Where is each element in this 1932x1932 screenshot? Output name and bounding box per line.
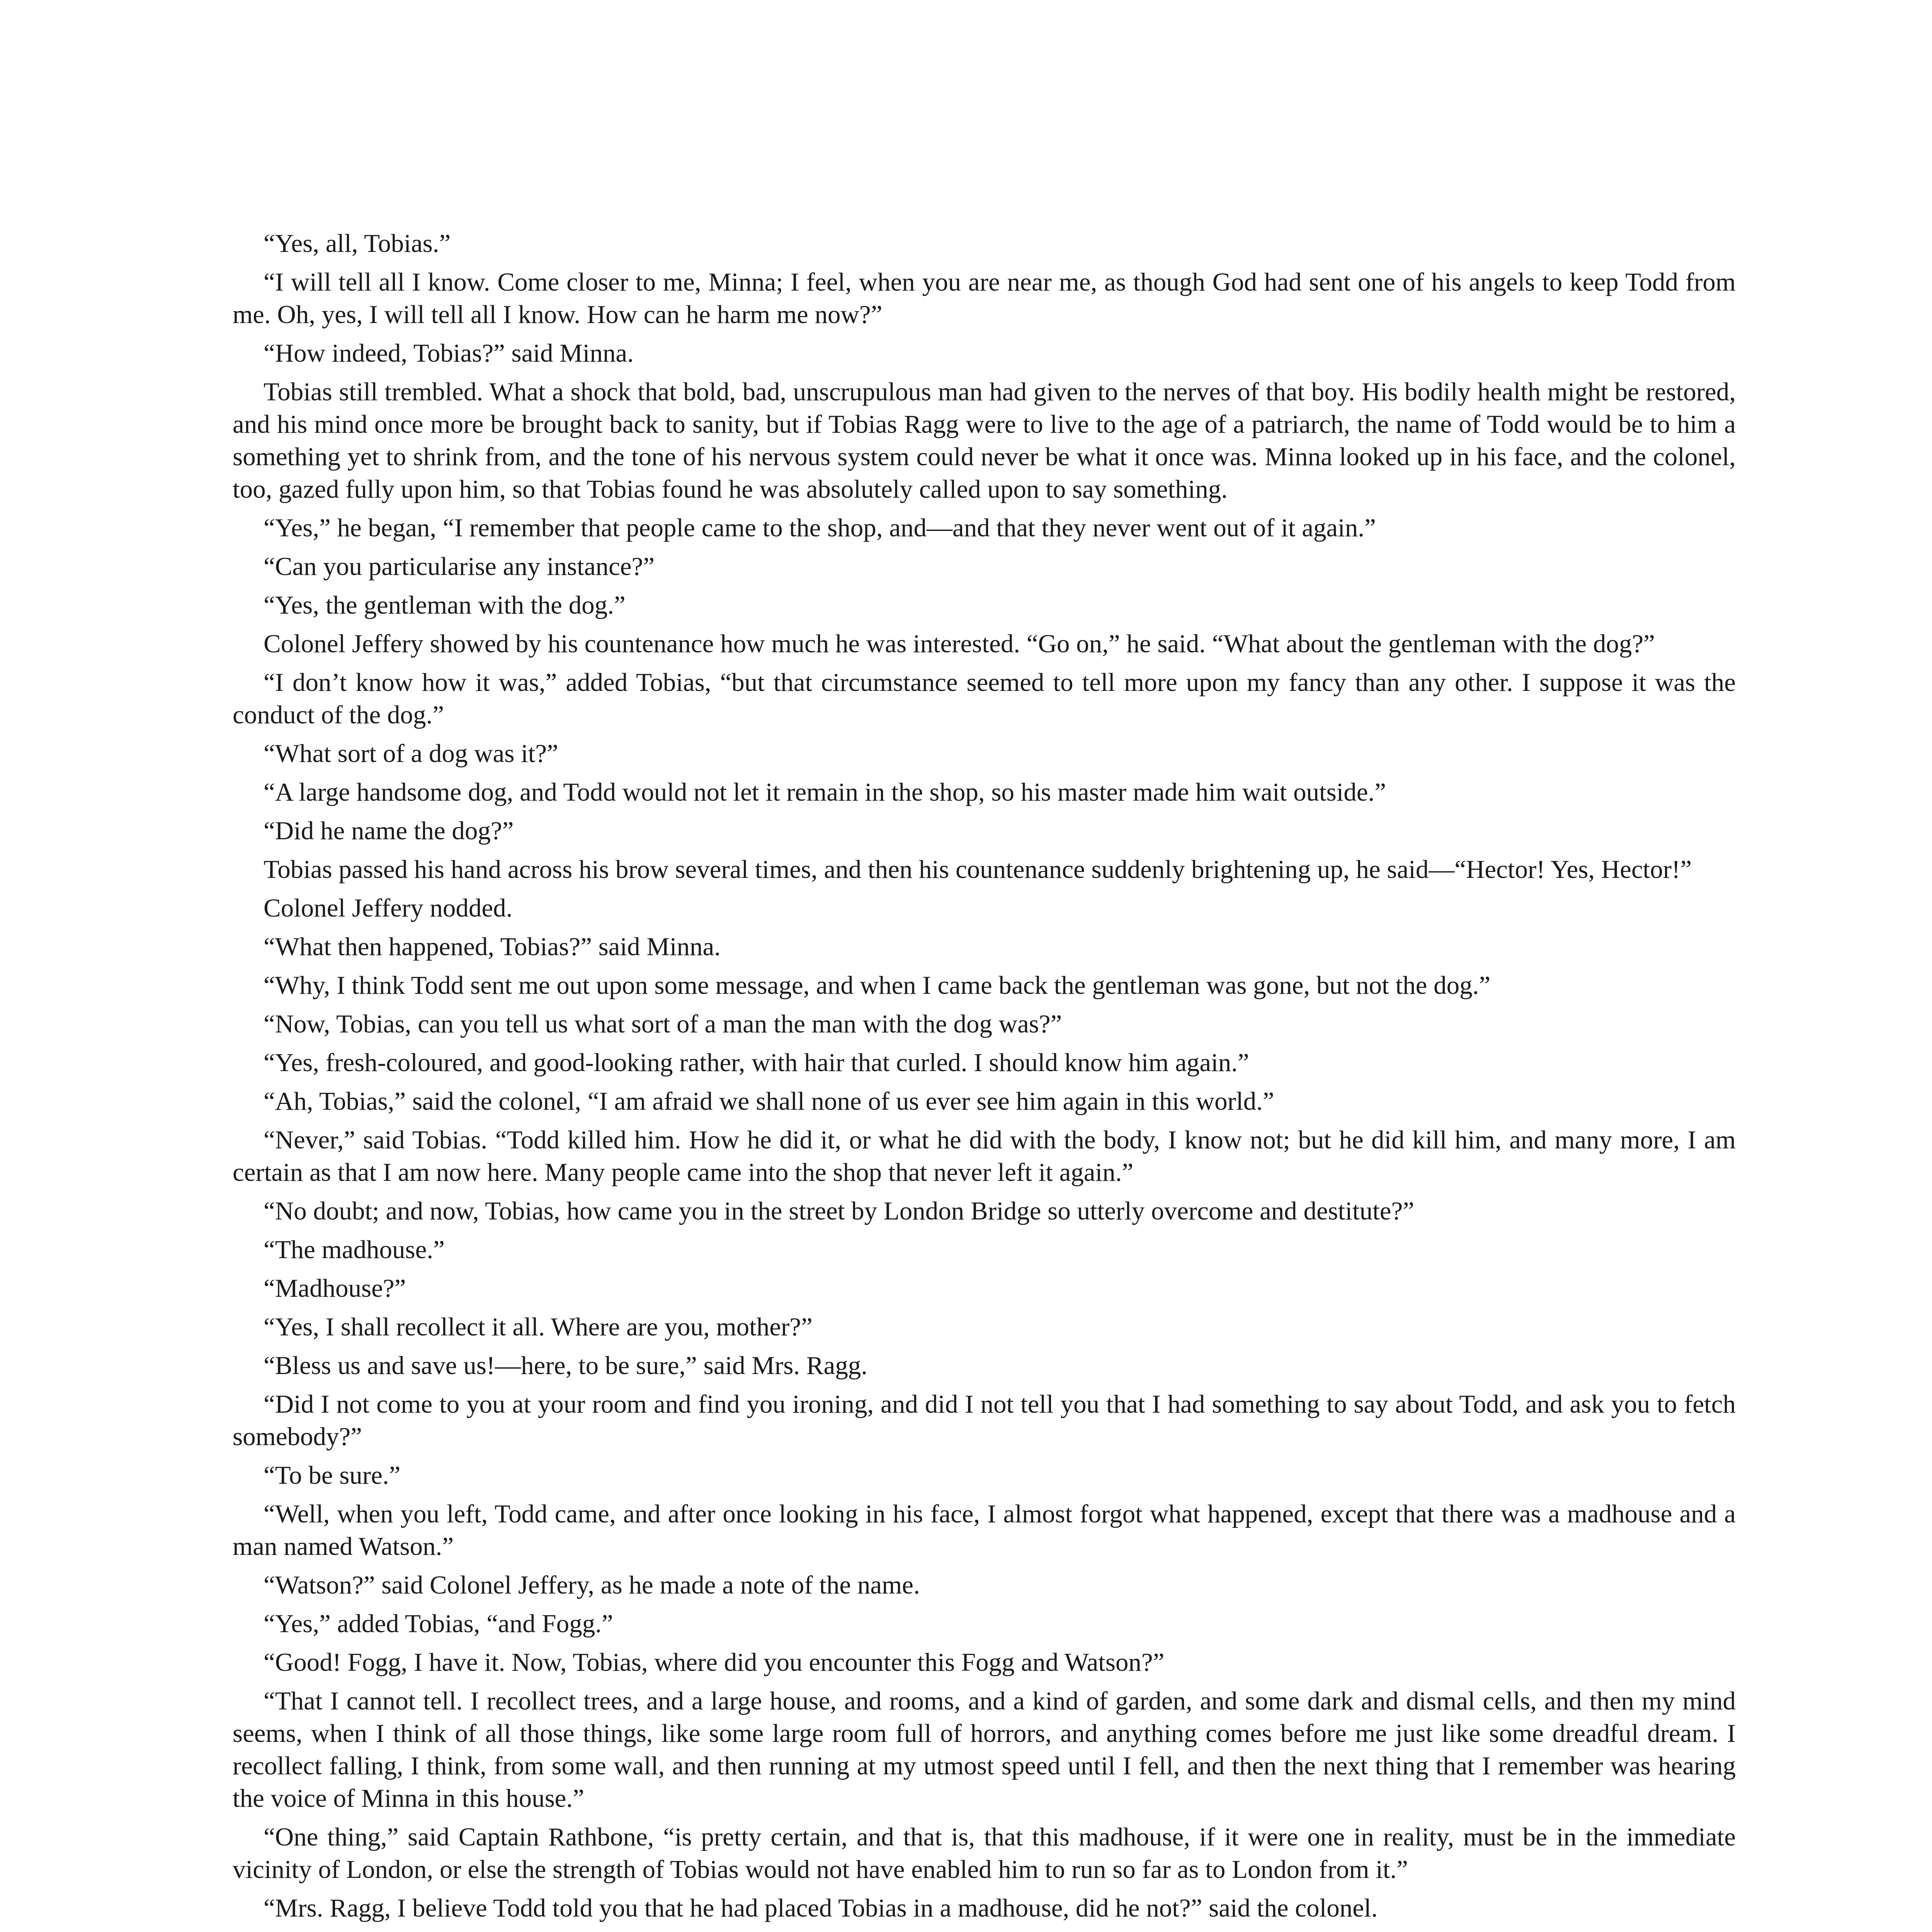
paragraph: “Yes,” he began, “I remember that people came to the shop, and—and that they never went out of it again.” [264, 514, 1376, 542]
paragraph-with-footnote [233, 1930, 1736, 1932]
paragraph: “Never,” said Tobias. “Todd killed him. How he did it, or what he did with the body, I know not; but he did kill him, and many more, I am certain as that I am now here. Many people came into the shop that never left it again.” [233, 1126, 1736, 1187]
paragraph: Tobias still trembled. What a shock that bold, bad, unscrupulous man had given to the nerves of that boy. His bodily health might be restored, and his mind once more be brought back to sanity, but if Tobias Ragg were to live to the age of a patriarch, the name of Todd would be to him a something yet to shrink from, and the tone of his nervous system could never be what it once was. Minna looked up in his face, and the colonel, too, gazed fully upon him, so that Tobias found he was absolutely called upon to say something. [233, 378, 1736, 503]
paragraph: “Bless us and save us!—here, to be sure,” said Mrs. Ragg. [264, 1351, 867, 1380]
paragraph: “What then happened, Tobias?” said Minna. [264, 932, 721, 961]
paragraph: “Mrs. Ragg, I believe Todd told you that he had placed Tobias in a madhouse, did he not?” said the colonel. [264, 1894, 1378, 1922]
paragraph: “Well, when you left, Todd came, and after once looking in his face, I almost forgot what happened, except that there was a madhouse and a man named Watson.” [233, 1500, 1736, 1561]
paragraph: “Yes,” added Tobias, “and Fogg.” [264, 1609, 613, 1638]
paragraph: “Why, I think Todd sent me out upon some message, and when I came back the gentleman was gone, but not the dog.” [264, 971, 1491, 1000]
paragraph: “Yes, the gentleman with the dog.” [264, 591, 626, 619]
paragraph: “I will tell all I know. Come closer to me, Minna; I feel, when you are near me, as though God had sent one of his angels to keep Todd from me. Oh, yes, I will tell all I know. How can he harm me now?” [233, 268, 1736, 329]
paragraph: Colonel Jeffery showed by his countenance how much he was interested. “Go on,” he said. “What about the gentleman with the dog?” [264, 629, 1655, 658]
paragraph: “Watson?” said Colonel Jeffery, as he made a note of the name. [264, 1571, 920, 1599]
paragraph: “Yes, I shall recollect it all. Where are you, mother?” [264, 1313, 813, 1341]
paragraph: “To be sure.” [264, 1461, 401, 1490]
paragraph: “The madhouse.” [264, 1235, 445, 1264]
paragraph: “Good! Fogg, I have it. Now, Tobias, where did you encounter this Fogg and Watson?” [264, 1648, 1165, 1677]
paragraph: “Yes, fresh-coloured, and good-looking rather, with hair that curled. I should know him again.” [264, 1048, 1249, 1077]
paragraph: “One thing,” said Captain Rathbone, “is pretty certain, and that is, that this madhouse, if it were one in reality, must be in the immediate vicinity of London, or else the strength of Tobias would not have enabled him to run so far as to London from it.” [233, 1823, 1736, 1884]
paragraph: “What sort of a dog was it?” [264, 739, 558, 768]
paragraph: “Ah, Tobias,” said the colonel, “I am afraid we shall none of us ever see him again in this world.” [264, 1087, 1274, 1116]
paragraph: “Can you particularise any instance?” [264, 552, 655, 581]
paragraph: “No doubt; and now, Tobias, how came you in the street by London Bridge so utterly overcome and destitute?” [264, 1197, 1414, 1225]
paragraph: “Did he name the dog?” [264, 816, 514, 845]
body-text [233, 227, 1736, 1932]
paragraph: “Did I not come to you at your room and find you ironing, and did I not tell you that I had something to say about Todd, and ask you to fetch somebody?” [233, 1390, 1736, 1451]
paragraph: “Now, Tobias, can you tell us what sort of a man the man with the dog was?” [264, 1010, 1062, 1038]
paragraph: Tobias passed his hand across his brow several times, and then his countenance suddenly brightening up, he said—“Hector! Yes, Hector!” [264, 855, 1692, 884]
paragraph: Colonel Jeffery nodded. [264, 894, 513, 922]
paragraph: “Yes, all, Tobias.” [264, 229, 451, 258]
paragraph: “A large handsome dog, and Todd would not let it remain in the shop, so his master made him wait outside.” [264, 778, 1386, 806]
paragraph: “That I cannot tell. I recollect trees, and a large house, and rooms, and a kind of garden, and some dark and dismal cells, and then my mind seems, when I think of all those things, like some large room full of horrors, and anything comes before me just like some dreadful dream. I recollect falling, I think, from some wall, and then running at my utmost speed until I fell, and then the next thing that I remember was hearing the voice of Minna in this house.” [233, 1687, 1736, 1813]
paragraph: “Madhouse?” [264, 1274, 406, 1303]
paragraph: “How indeed, Tobias?” said Minna. [264, 339, 634, 367]
paragraph: “I don’t know how it was,” added Tobias, “but that circumstance seemed to tell more upon my fancy than any other. I suppose it was the conduct of the dog.” [233, 668, 1736, 729]
